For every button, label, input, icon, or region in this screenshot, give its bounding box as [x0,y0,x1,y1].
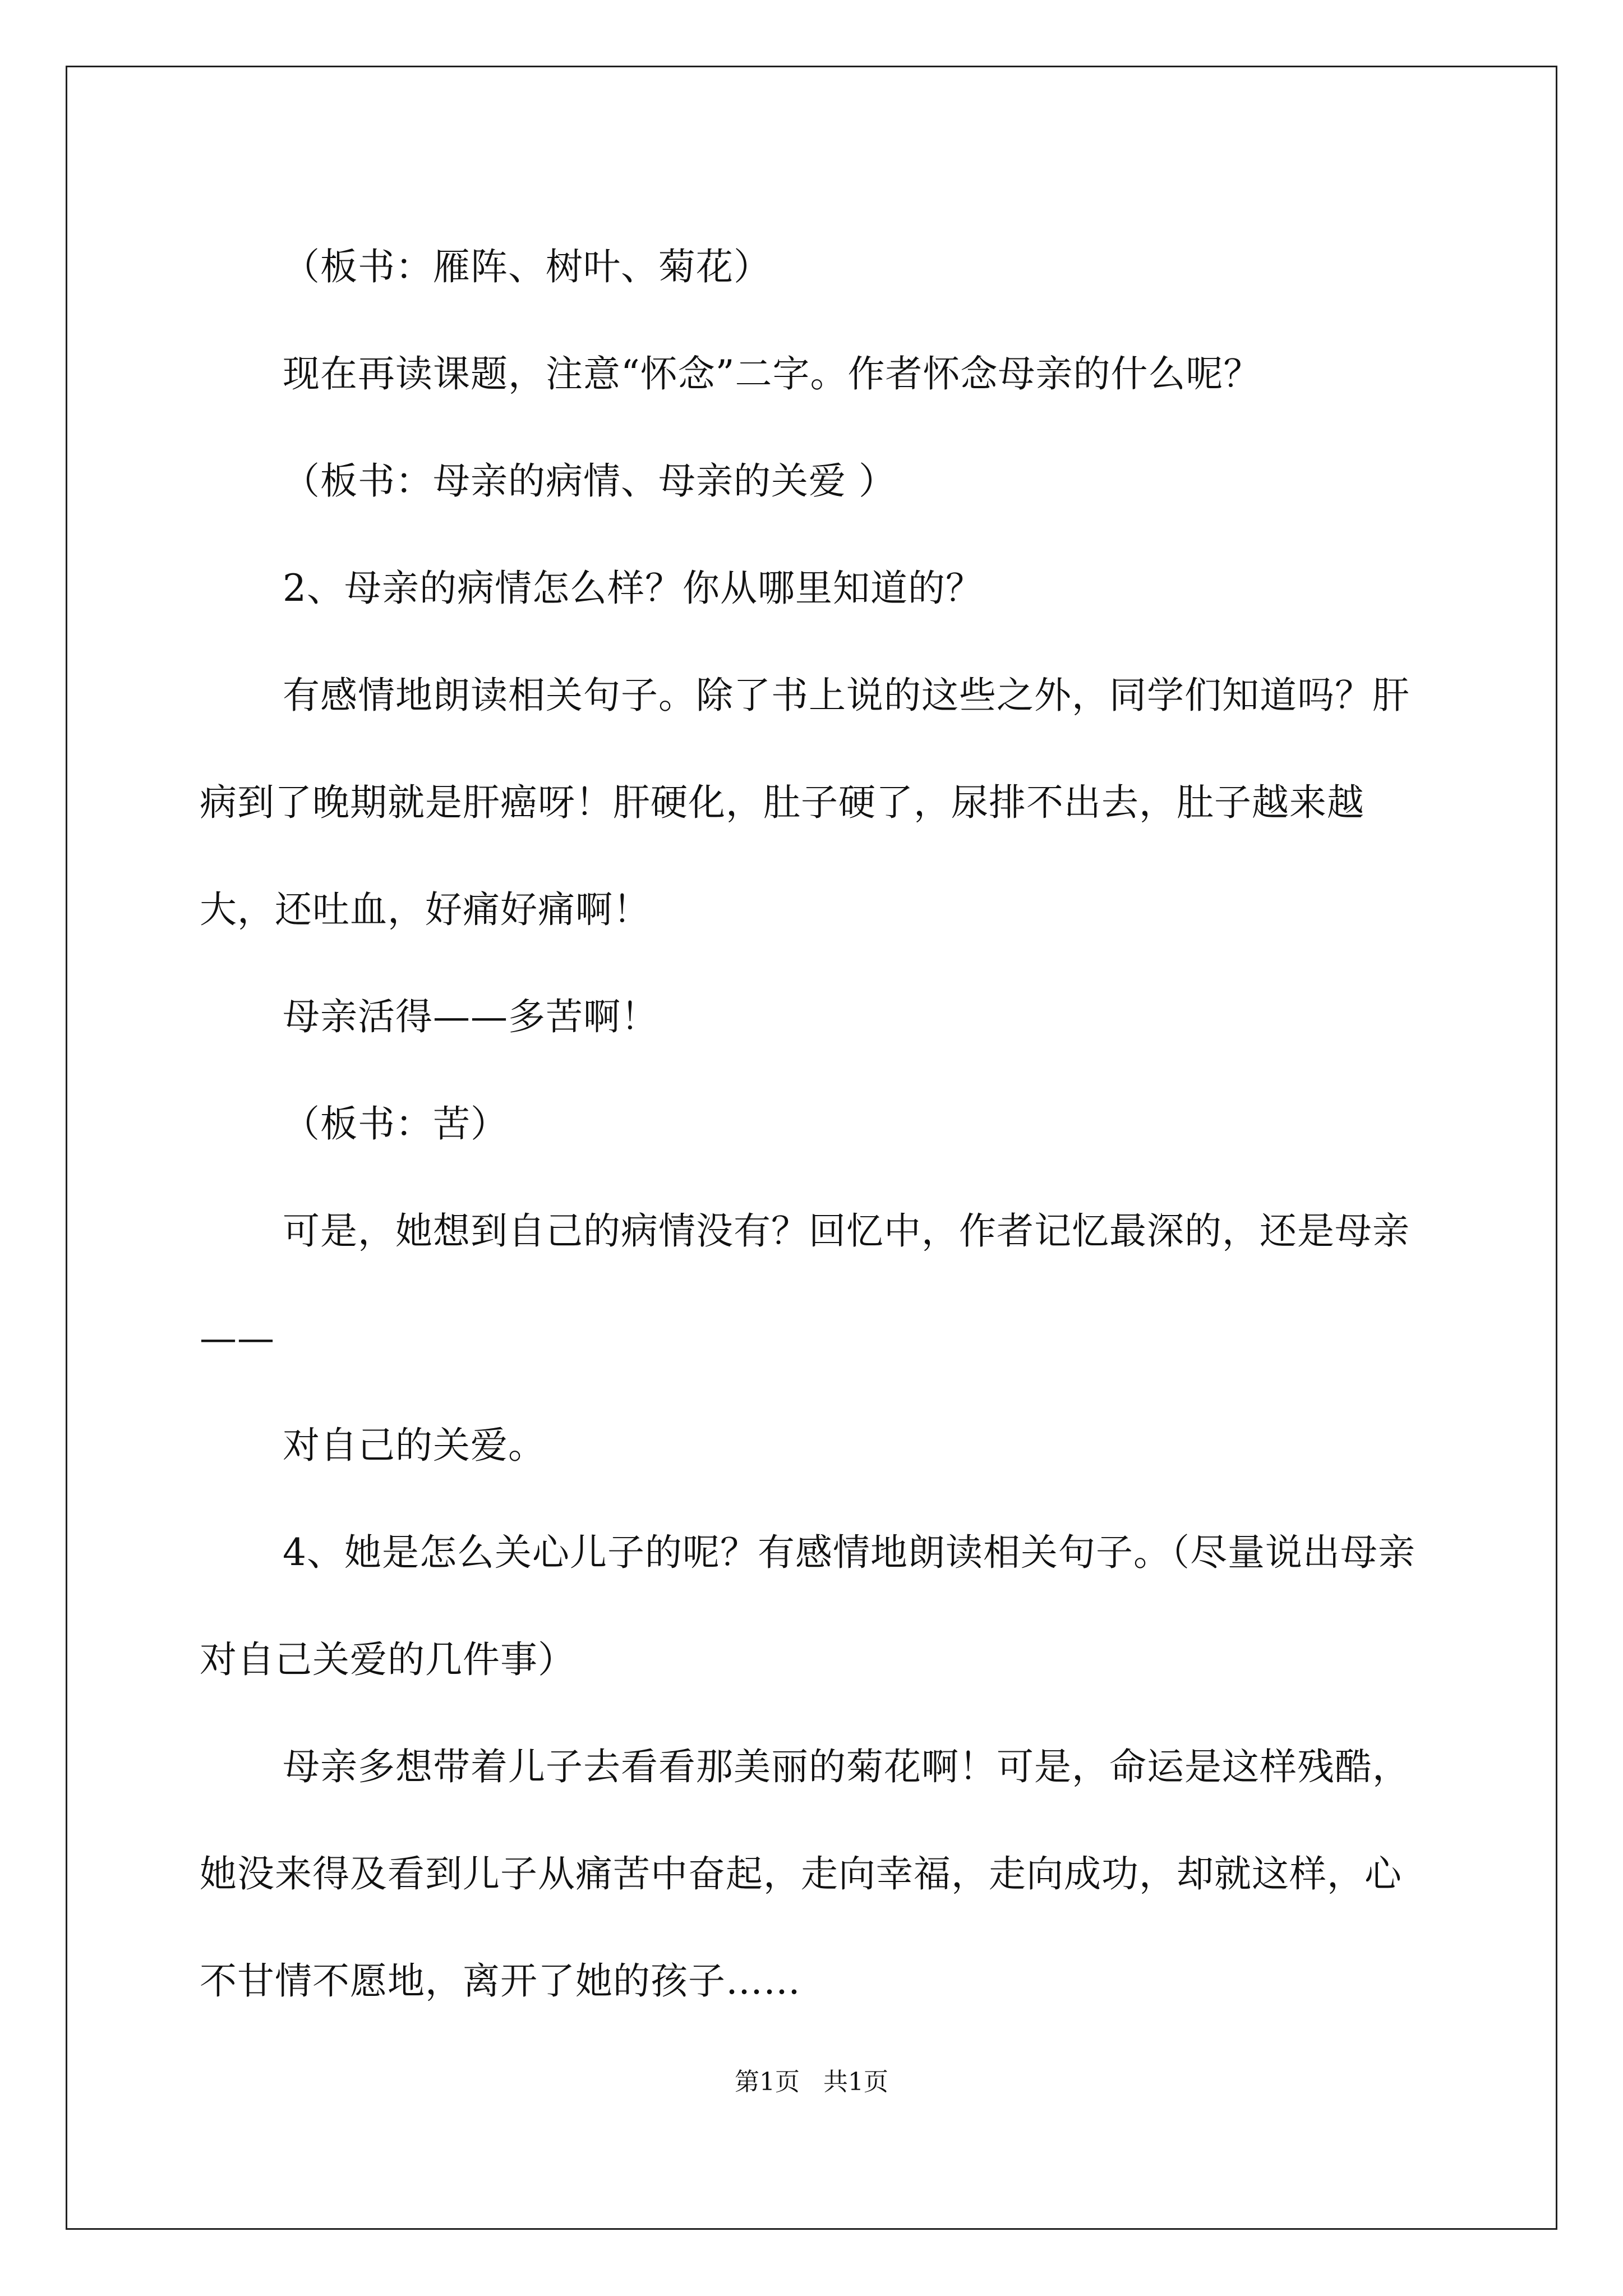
paragraph: （板书：母亲的病情、母亲的关爱 ） [283,459,896,503]
paragraph: 母亲活得——多苦啊！ [283,995,658,1038]
page-footer [0,2065,1623,2099]
document-body [200,213,1433,2035]
paragraph: （板书：苦） [283,1102,508,1145]
paragraph: （板书：雁阵、树叶、菊花） [283,245,771,288]
paragraph: 对自己的关爱。 [283,1424,546,1467]
page-total: 共1页 [823,2068,888,2096]
page-number: 第1页 [735,2068,800,2096]
paragraph: 4、她是怎么关心儿子的呢？有感情地朗读相关句子。（尽量说出母亲对自己关爱的几件事） [200,1531,1415,1681]
paragraph: 现在再读课题，注意“怀念”二字。作者怀念母亲的什么呢？ [283,352,1261,395]
paragraph: 母亲多想带着儿子去看看那美丽的菊花啊！可是，命运是这样残酷，她没来得及看到儿子从痛苦中奋起，走向幸福，走向成功，却就这样，心不甘情不愿地，离开了她的孩子…… [200,1745,1410,2003]
paragraph: 可是，她想到自己的病情没有？回忆中，作者记忆最深的，还是母亲—— [200,1209,1410,1360]
paragraph: 有感情地朗读相关句子。除了书上说的这些之外，同学们知道吗？肝病到了晚期就是肝癌呀！肝硬化，肚子硬了，尿排不出去，肚子越来越大，还吐血，好痛好痛啊！ [200,674,1410,931]
paragraph: 2、母亲的病情怎么样？你从哪里知道的？ [283,567,983,610]
